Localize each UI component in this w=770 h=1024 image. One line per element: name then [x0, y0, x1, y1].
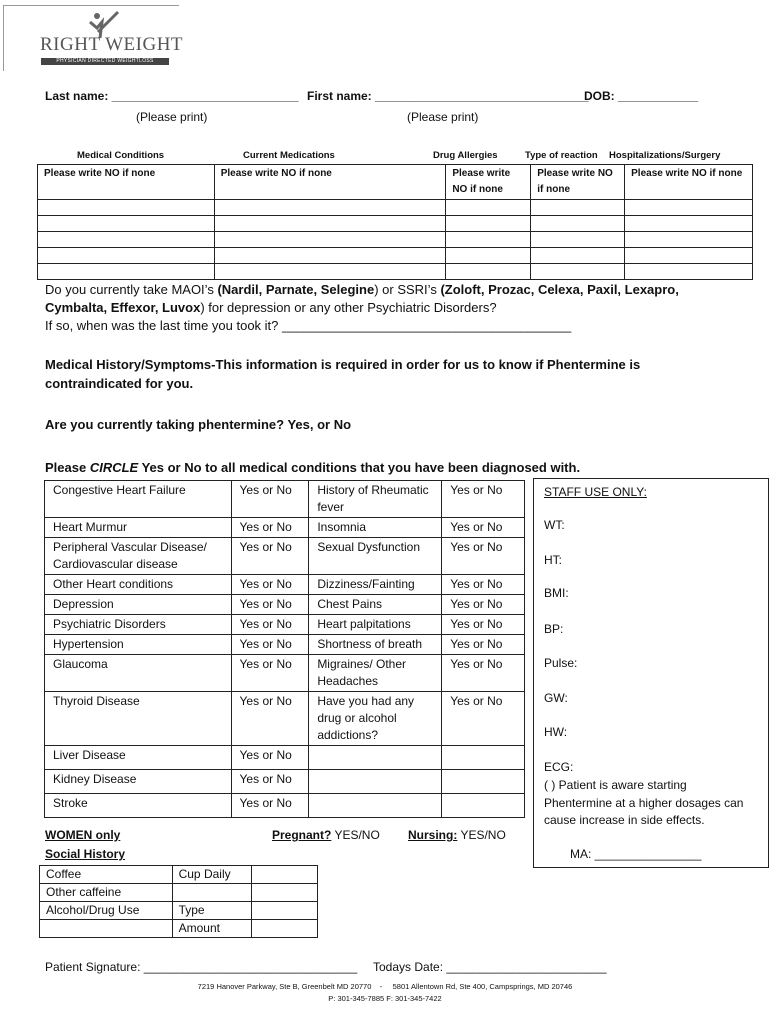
circle-instruction-rest: Yes or No to all medical conditions that you have been diagnosed with.: [138, 460, 581, 475]
condition-name: Have you had any drug or alcohol addictions?: [309, 692, 442, 746]
pregnant-answer[interactable]: YES/NO: [331, 828, 380, 842]
table-cell[interactable]: [446, 248, 531, 264]
yes-no-option[interactable]: Yes or No: [442, 595, 525, 615]
circle-instruction-start: Please: [45, 460, 90, 475]
nursing-label: Nursing:: [408, 828, 458, 842]
condition-name: Depression: [45, 595, 232, 615]
logo-name: RIGHT WEIGHT: [40, 34, 184, 55]
table-cell[interactable]: [625, 248, 753, 264]
table-row: [45, 518, 525, 538]
hw-field[interactable]: HW:: [544, 725, 568, 739]
table-row: [38, 264, 753, 280]
table-row: [40, 902, 318, 920]
yes-no-option[interactable]: Yes or No: [442, 692, 525, 746]
table-cell: Coffee: [40, 866, 173, 884]
table-cell: Cup Daily: [172, 866, 252, 884]
table-row: [45, 575, 525, 595]
yes-no-option[interactable]: Yes or No: [231, 794, 309, 818]
yes-no-option[interactable]: Yes or No: [231, 655, 309, 692]
staff-use-title: STAFF USE ONLY:: [544, 485, 647, 499]
table-cell[interactable]: Please write NO if none: [625, 165, 753, 200]
pulse-field[interactable]: Pulse:: [544, 656, 578, 670]
staff-use-box: [533, 478, 769, 868]
condition-name: Congestive Heart Failure: [45, 481, 232, 518]
table-row: [38, 165, 753, 200]
maoi-question-rest: ) for depression or any other Psychiatric Disorders?: [200, 300, 497, 315]
table-cell: Amount: [172, 920, 252, 938]
condition-name: Dizziness/Fainting: [309, 575, 442, 595]
history-heading-line2: contraindicated for you.: [45, 376, 194, 391]
yes-no-option[interactable]: Yes or No: [231, 481, 309, 518]
dob-field[interactable]: DOB: ____________: [584, 89, 699, 103]
nursing-answer[interactable]: YES/NO: [457, 828, 506, 842]
yes-no-option[interactable]: Yes or No: [231, 692, 309, 746]
table-row: [40, 884, 318, 902]
table-row: [45, 481, 525, 518]
table-cell[interactable]: [214, 216, 446, 232]
table-cell: [309, 794, 442, 818]
table-row: [45, 655, 525, 692]
table-cell: Other caffeine: [40, 884, 173, 902]
header-drug-allergies: Drug Allergies: [433, 150, 498, 161]
ssri-text: ) or SSRI’s: [374, 282, 441, 297]
condition-name: Psychiatric Disorders: [45, 615, 232, 635]
table-cell[interactable]: [214, 248, 446, 264]
table-cell: [442, 794, 525, 818]
medications-table: [37, 164, 753, 280]
table-cell[interactable]: [446, 216, 531, 232]
table-cell[interactable]: [531, 200, 625, 216]
yes-no-option[interactable]: Yes or No: [442, 615, 525, 635]
table-row: [38, 232, 753, 248]
condition-name: Hypertension: [45, 635, 232, 655]
maoi-text: Do you currently take MAOI’s: [45, 282, 218, 297]
table-cell[interactable]: [252, 902, 318, 920]
condition-name: Liver Disease: [45, 746, 232, 770]
table-cell[interactable]: [252, 920, 318, 938]
table-row: [45, 595, 525, 615]
table-row: [40, 866, 318, 884]
table-cell[interactable]: [625, 216, 753, 232]
last-name-field[interactable]: Last name: ____________________________: [45, 89, 299, 103]
todays-date-field[interactable]: Todays Date: ________________________: [373, 960, 607, 974]
ssri-drugs-cont: Cymbalta, Effexor, Luvox: [45, 300, 201, 315]
circle-instruction: [45, 460, 580, 475]
patient-signature-field[interactable]: Patient Signature: ________________________________: [45, 960, 358, 974]
condition-name: Chest Pains: [309, 595, 442, 615]
table-cell[interactable]: [446, 264, 531, 280]
last-taken-field[interactable]: If so, when was the last time you took it? ________________________________________: [45, 318, 572, 333]
ma-field[interactable]: MA: ________________: [570, 847, 702, 861]
circle-emphasis: CIRCLE: [89, 460, 139, 475]
table-cell[interactable]: [252, 866, 318, 884]
ssri-drugs: (Zoloft, Prozac, Celexa, Paxil, Lexapro,: [440, 282, 679, 297]
table-cell[interactable]: [214, 264, 446, 280]
yes-no-option[interactable]: Yes or No: [231, 575, 309, 595]
table-cell[interactable]: Please write NO if none: [38, 165, 215, 200]
table-cell: [40, 920, 173, 938]
pregnant-label: Pregnant?: [272, 828, 332, 842]
condition-name: Other Heart conditions: [45, 575, 232, 595]
pregnant-question[interactable]: [272, 828, 380, 842]
yes-no-option[interactable]: Yes or No: [442, 538, 525, 575]
table-cell: [442, 770, 525, 794]
table-row: [38, 200, 753, 216]
yes-no-option[interactable]: Yes or No: [231, 518, 309, 538]
table-cell[interactable]: [38, 216, 215, 232]
header-type-of-reaction: Type of reaction: [525, 150, 598, 161]
table-cell[interactable]: [531, 216, 625, 232]
table-cell[interactable]: [625, 200, 753, 216]
table-cell: [309, 746, 442, 770]
table-cell[interactable]: [38, 232, 215, 248]
print-note-first: (Please print): [407, 110, 479, 124]
condition-name: Sexual Dysfunction: [309, 538, 442, 575]
header-current-medications: Current Medications: [243, 150, 335, 161]
table-cell[interactable]: [38, 264, 215, 280]
table-row: [40, 920, 318, 938]
bmi-field[interactable]: BMI:: [544, 586, 569, 600]
table-cell[interactable]: [446, 200, 531, 216]
table-cell[interactable]: [446, 232, 531, 248]
social-history-table: [39, 865, 318, 938]
side-effects-acknowledgement[interactable]: ( ) Patient is aware starting Phentermine at a higher dosages can cause increase in side effects.: [544, 778, 744, 827]
logo-tagline: PHYSICIAN DIRECTED WEIGHTLOSS: [41, 58, 169, 65]
yes-no-option[interactable]: Yes or No: [442, 481, 525, 518]
condition-name: Thyroid Disease: [45, 692, 232, 746]
yes-no-option[interactable]: Yes or No: [231, 538, 309, 575]
table-cell[interactable]: [531, 264, 625, 280]
yes-no-option[interactable]: Yes or No: [231, 595, 309, 615]
goal-weight-field[interactable]: GW:: [544, 691, 568, 705]
table-cell[interactable]: [214, 200, 446, 216]
phentermine-question[interactable]: Are you currently taking phentermine? Yes, or No: [45, 417, 352, 432]
table-cell[interactable]: Please write NO if none: [531, 165, 625, 200]
print-note-last: (Please print): [136, 110, 208, 124]
yes-no-option[interactable]: Yes or No: [442, 518, 525, 538]
table-cell: [309, 770, 442, 794]
condition-name: History of Rheumatic fever: [309, 481, 442, 518]
condition-name: Kidney Disease: [45, 770, 232, 794]
table-cell[interactable]: [214, 232, 446, 248]
table-row: [45, 746, 525, 770]
table-cell: Type: [172, 902, 252, 920]
table-row: [38, 216, 753, 232]
condition-name: Shortness of breath: [309, 635, 442, 655]
history-heading-line1: Medical History/Symptoms-This information is required in order for us to know if Phentermine is: [45, 357, 641, 372]
maoi-drugs: (Nardil, Parnate, Selegine: [217, 282, 375, 297]
maoi-question-line2: [45, 300, 497, 315]
table-cell[interactable]: [531, 248, 625, 264]
table-cell[interactable]: [625, 232, 753, 248]
condition-name: Stroke: [45, 794, 232, 818]
weight-field[interactable]: WT:: [544, 518, 565, 532]
table-cell[interactable]: [38, 200, 215, 216]
bp-field[interactable]: BP:: [544, 622, 564, 636]
yes-no-option[interactable]: Yes or No: [442, 575, 525, 595]
table-row: [45, 635, 525, 655]
maoi-question-line1: [45, 282, 679, 297]
footer-address: 7219 Hanover Parkway, Ste B, Greenbelt MD 20770 - 5801 Allentown Rd, Ste 400, Campsprings, MD 20746: [197, 982, 573, 991]
social-history-title: Social History: [45, 847, 126, 861]
yes-no-option[interactable]: Yes or No: [231, 746, 309, 770]
table-cell[interactable]: [38, 248, 215, 264]
condition-name: Insomnia: [309, 518, 442, 538]
table-cell[interactable]: [531, 232, 625, 248]
conditions-table: [44, 480, 525, 818]
table-row: [38, 248, 753, 264]
table-cell[interactable]: Please write NO if none: [446, 165, 531, 200]
table-cell[interactable]: Please write NO if none: [214, 165, 446, 200]
table-cell[interactable]: [625, 264, 753, 280]
yes-no-option[interactable]: Yes or No: [231, 615, 309, 635]
yes-no-option[interactable]: Yes or No: [442, 655, 525, 692]
height-field[interactable]: HT:: [544, 553, 562, 567]
table-row: [45, 692, 525, 746]
nursing-question[interactable]: [408, 828, 506, 842]
condition-name: Heart Murmur: [45, 518, 232, 538]
footer-phone: P: 301-345-7885 F: 301-345-7422: [328, 994, 442, 1003]
ecg-field[interactable]: ECG:: [544, 760, 574, 774]
table-cell[interactable]: [172, 884, 252, 902]
condition-name: Heart palpitations: [309, 615, 442, 635]
condition-name: Migraines/ Other Headaches: [309, 655, 442, 692]
yes-no-option[interactable]: Yes or No: [442, 635, 525, 655]
table-row: [45, 770, 525, 794]
table-row: [45, 794, 525, 818]
first-name-field[interactable]: First name: ________________________________: [307, 89, 589, 103]
header-medical-conditions: Medical Conditions: [77, 150, 165, 161]
yes-no-option[interactable]: Yes or No: [231, 635, 309, 655]
header-hospitalizations: Hospitalizations/Surgery: [609, 150, 721, 161]
table-cell: [442, 746, 525, 770]
table-row: [45, 538, 525, 575]
yes-no-option[interactable]: Yes or No: [231, 770, 309, 794]
women-only-label: WOMEN only: [45, 828, 121, 842]
condition-name: Peripheral Vascular Disease/ Cardiovascular disease: [45, 538, 232, 575]
table-cell[interactable]: [252, 884, 318, 902]
table-cell: Alcohol/Drug Use: [40, 902, 173, 920]
condition-name: Glaucoma: [45, 655, 232, 692]
table-row: [45, 615, 525, 635]
